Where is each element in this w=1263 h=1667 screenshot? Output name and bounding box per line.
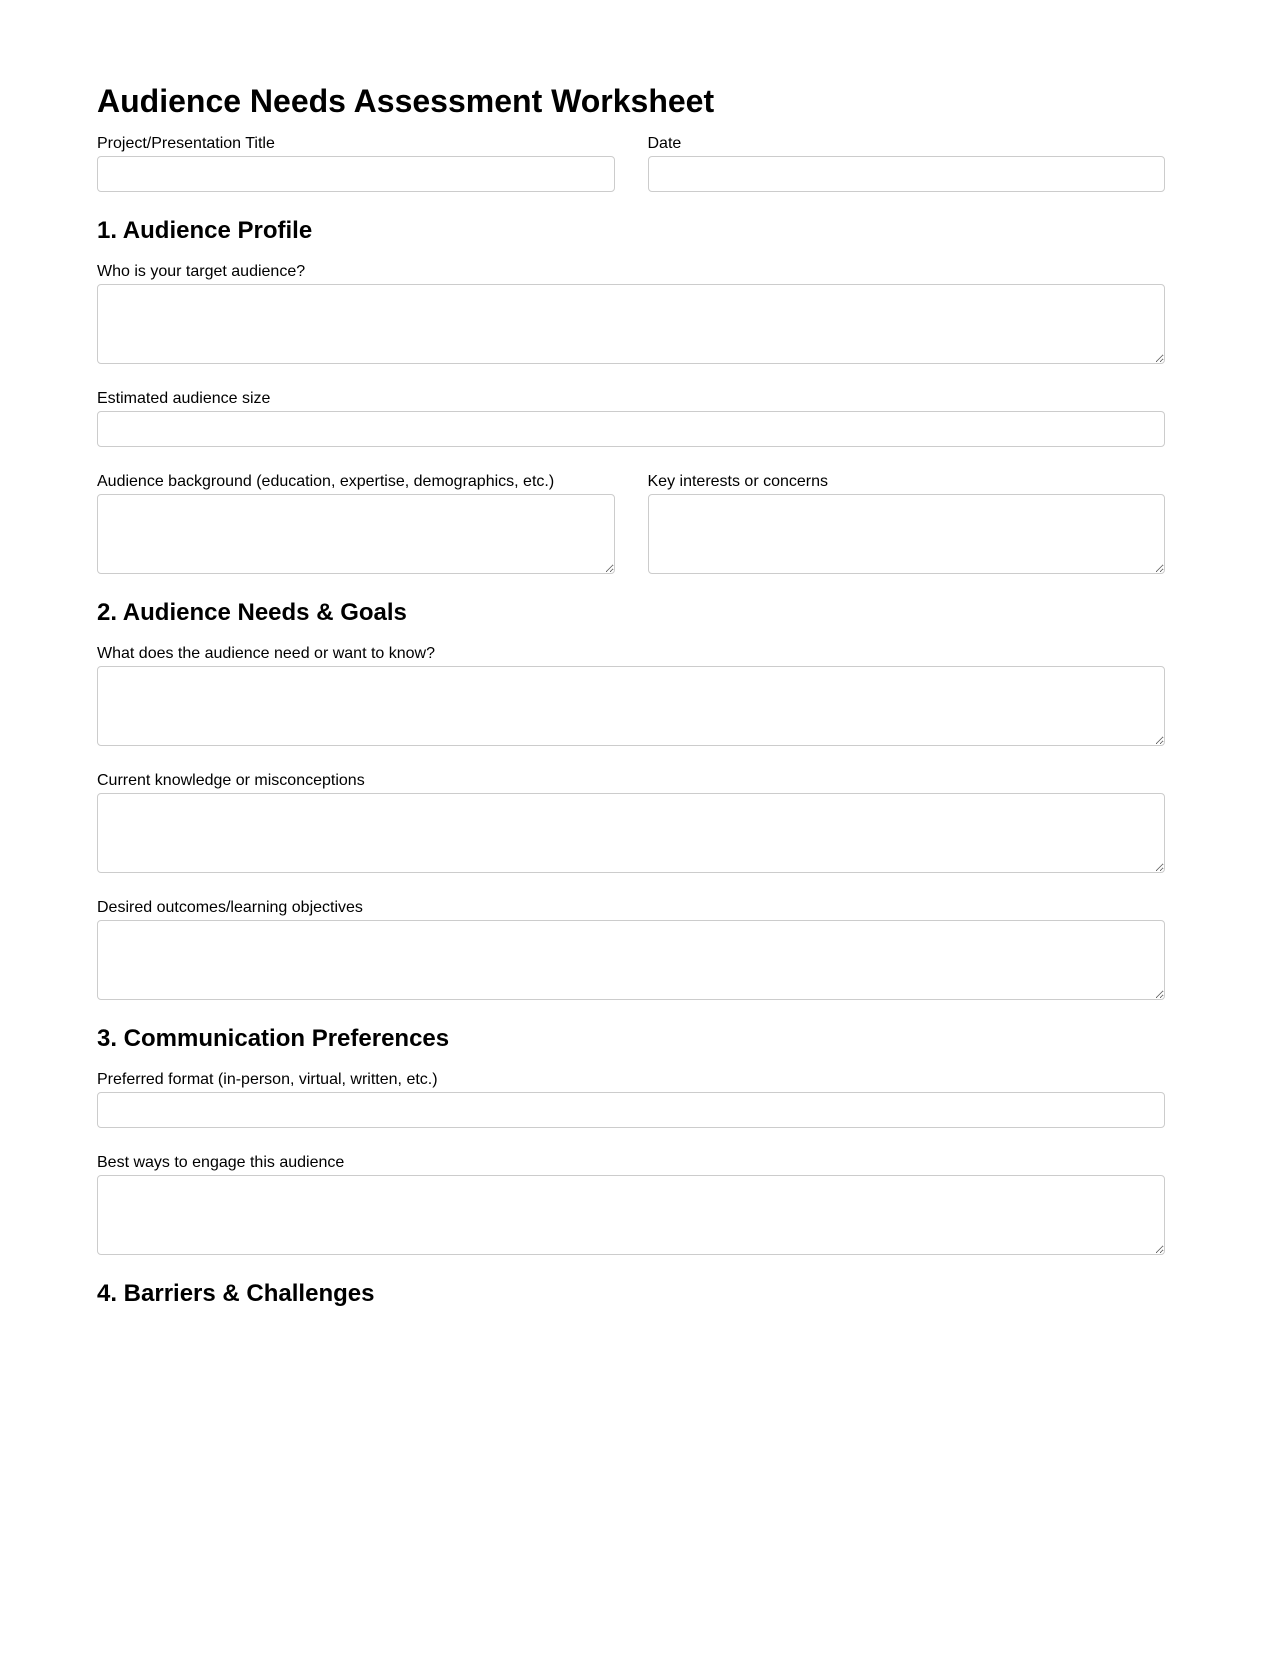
preferred-format-label: Preferred format (in-person, virtual, written, etc.) bbox=[97, 1071, 438, 1088]
target-audience-label: Who is your target audience? bbox=[97, 263, 306, 280]
desired-outcomes-field-group bbox=[97, 898, 1165, 1000]
preferred-format-input[interactable] bbox=[97, 1092, 1165, 1128]
worksheet-page bbox=[97, 0, 1165, 1308]
section-audience-profile bbox=[97, 217, 1165, 599]
header-fields-row bbox=[97, 134, 1165, 217]
audience-size-label: Estimated audience size bbox=[97, 390, 271, 407]
audience-size-field-group bbox=[97, 389, 1165, 447]
date-input[interactable] bbox=[648, 156, 1166, 192]
engagement-field-group bbox=[97, 1153, 1165, 1255]
section-title-audience-profile: 1. Audience Profile bbox=[97, 217, 313, 244]
audience-background-label: Audience background (education, expertise, demographics, etc.) bbox=[97, 473, 555, 490]
current-knowledge-field-group bbox=[97, 771, 1165, 873]
project-title-label: Project/Presentation Title bbox=[97, 135, 275, 152]
section-title-barriers-challenges: 4. Barriers & Challenges bbox=[97, 1280, 375, 1307]
date-field-group bbox=[648, 134, 1166, 192]
page-title: Audience Needs Assessment Worksheet bbox=[97, 83, 715, 119]
key-interests-textarea[interactable] bbox=[648, 494, 1166, 574]
desired-outcomes-label: Desired outcomes/learning objectives bbox=[97, 899, 363, 916]
project-title-input[interactable] bbox=[97, 156, 615, 192]
section-title-communication-preferences: 3. Communication Preferences bbox=[97, 1025, 450, 1052]
current-knowledge-label: Current knowledge or misconceptions bbox=[97, 772, 365, 789]
audience-background-textarea[interactable] bbox=[97, 494, 615, 574]
audience-needs-textarea[interactable] bbox=[97, 666, 1165, 746]
date-label: Date bbox=[647, 135, 682, 152]
section-title-audience-needs-goals: 2. Audience Needs & Goals bbox=[97, 599, 407, 626]
current-knowledge-textarea[interactable] bbox=[97, 793, 1165, 873]
target-audience-textarea[interactable] bbox=[97, 284, 1165, 364]
background-interests-row bbox=[97, 472, 1165, 599]
section-audience-needs-goals bbox=[97, 599, 1165, 1000]
key-interests-label: Key interests or concerns bbox=[647, 473, 829, 490]
preferred-format-field-group bbox=[97, 1070, 1165, 1128]
section-communication-preferences bbox=[97, 1025, 1165, 1255]
engagement-label: Best ways to engage this audience bbox=[97, 1154, 345, 1171]
audience-needs-field-group bbox=[97, 644, 1165, 746]
target-audience-field-group bbox=[97, 262, 1165, 364]
engagement-textarea[interactable] bbox=[97, 1175, 1165, 1255]
audience-size-input[interactable] bbox=[97, 411, 1165, 447]
desired-outcomes-textarea[interactable] bbox=[97, 920, 1165, 1000]
key-interests-field-group bbox=[648, 472, 1166, 574]
section-barriers-challenges bbox=[97, 1280, 1165, 1308]
audience-background-field-group bbox=[97, 472, 615, 574]
project-title-field-group bbox=[97, 134, 615, 192]
audience-needs-label: What does the audience need or want to know? bbox=[97, 645, 435, 662]
